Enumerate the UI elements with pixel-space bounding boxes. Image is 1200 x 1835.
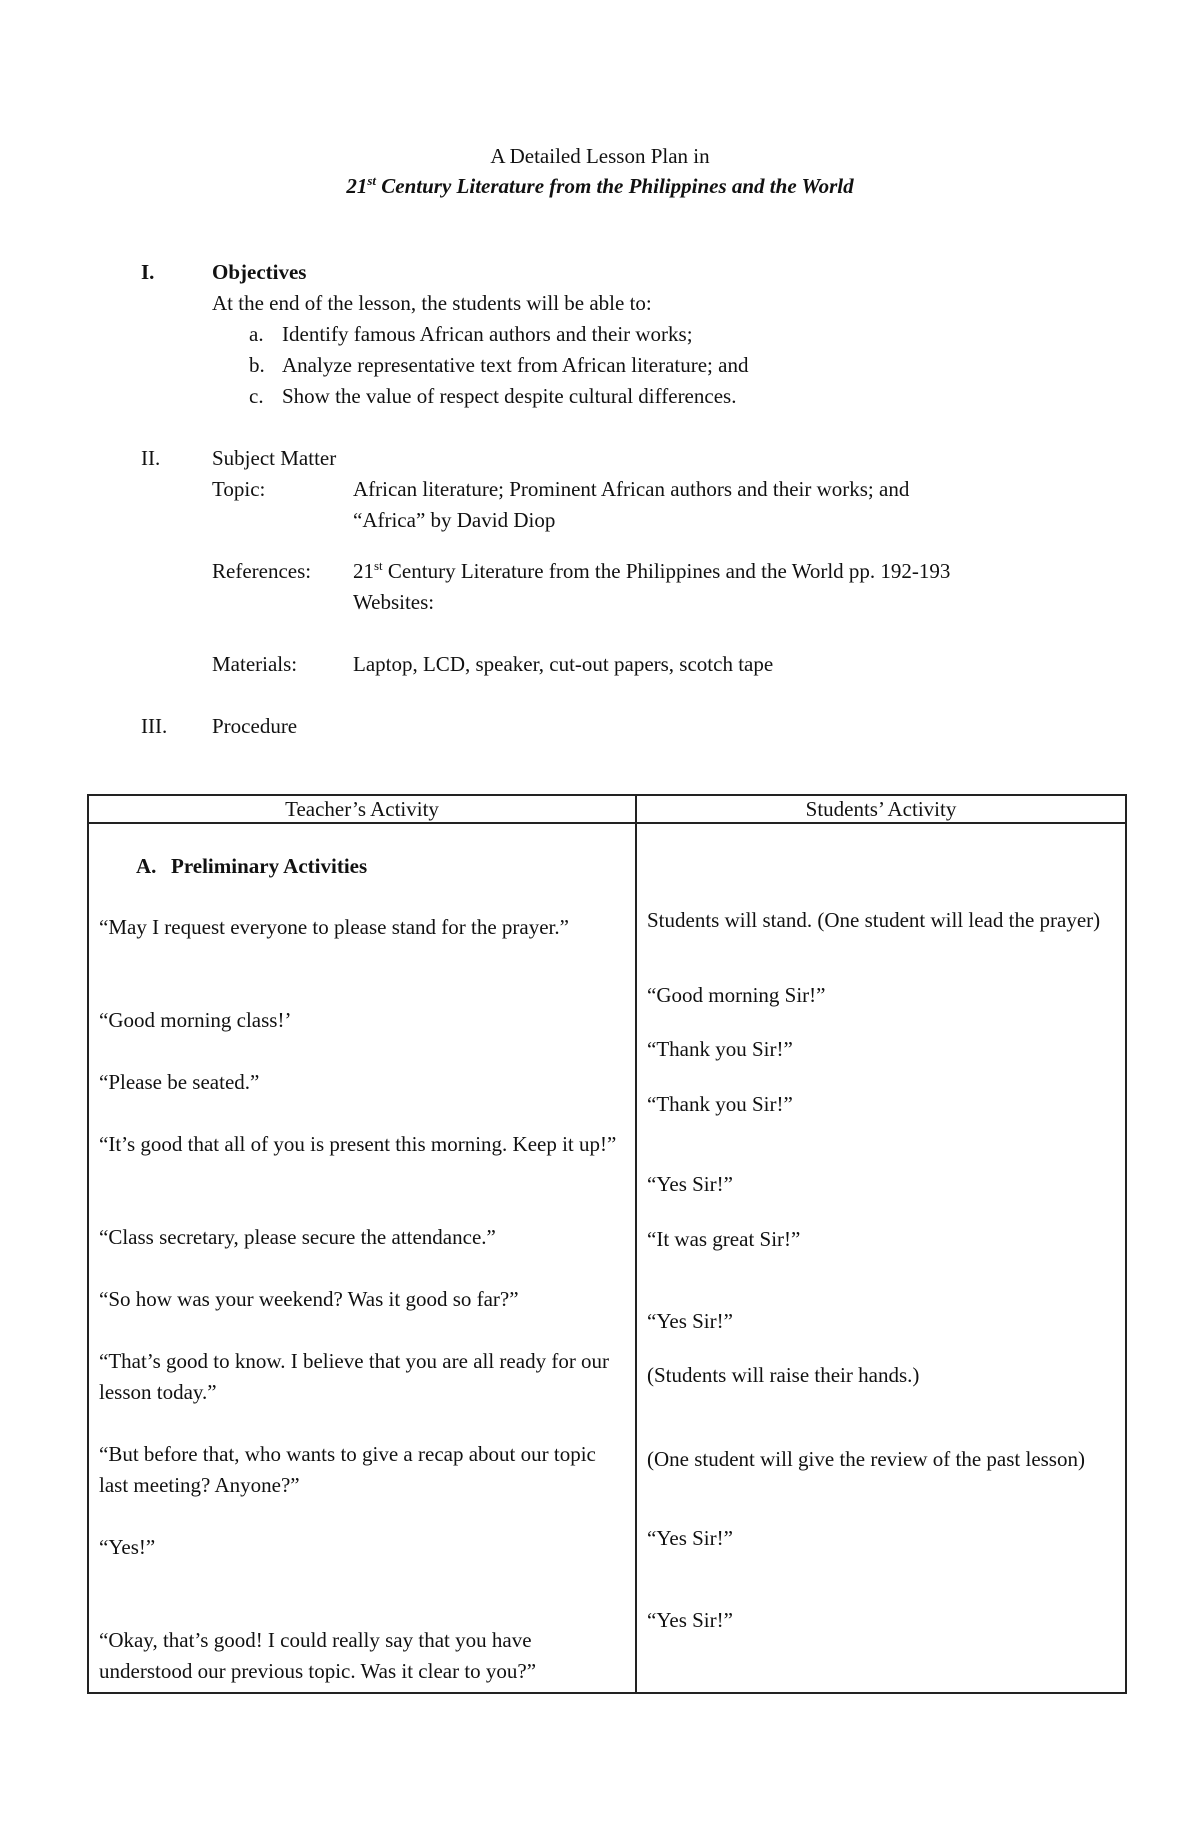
teacher-line: “But before that, who wants to give a recap about our topic last meeting? Anyone?” xyxy=(99,1442,596,1497)
student-line: Students will stand. (One student will lead the prayer) xyxy=(647,908,1101,932)
references-text: Century Literature from the Philippines and the World pp. 192-193 xyxy=(382,559,951,583)
teacher-line: “Good morning class!’ xyxy=(99,1008,292,1032)
students-activity-cell xyxy=(636,823,1126,1693)
student-line: “Good morning Sir!” xyxy=(647,983,826,1007)
procedure-table xyxy=(87,794,1127,1694)
teacher-line: “Class secretary, please secure the attendance.” xyxy=(99,1225,496,1249)
materials-label: Materials: xyxy=(212,652,298,676)
objective-item: Analyze representative text from African literature; and xyxy=(282,353,749,377)
teacher-activity-cell xyxy=(88,823,636,1693)
objective-letter: c. xyxy=(249,384,264,408)
objective-letter: a. xyxy=(249,322,264,346)
teacher-line: “That’s good to know. I believe that you are all ready for our lesson today.” xyxy=(99,1349,610,1404)
document-subtitle xyxy=(0,173,1200,199)
objectives-heading: Objectives xyxy=(212,260,307,284)
student-line: (One student will give the review of the past lesson) xyxy=(647,1447,1085,1471)
teacher-line: “So how was your weekend? Was it good so far?” xyxy=(99,1287,519,1311)
teacher-line: “Please be seated.” xyxy=(99,1070,260,1094)
students-activity-header: Students’ Activity xyxy=(636,795,1126,823)
objective-item: Identify famous African authors and their works; xyxy=(282,322,693,346)
objective-item: Show the value of respect despite cultural differences. xyxy=(282,384,737,408)
references-websites: Websites: xyxy=(353,590,435,614)
student-line: “It was great Sir!” xyxy=(647,1227,801,1251)
table-row xyxy=(88,823,1126,1693)
objective-letter: b. xyxy=(249,353,265,377)
section-title: Preliminary Activities xyxy=(171,854,368,878)
teacher-line: “It’s good that all of you is present this morning. Keep it up!” xyxy=(99,1132,617,1156)
student-line: “Yes Sir!” xyxy=(647,1309,733,1333)
subject-matter-numeral: II. xyxy=(141,446,161,470)
student-line: “Yes Sir!” xyxy=(647,1172,733,1196)
section-letter: A. xyxy=(136,854,157,878)
subtitle-superscript: st xyxy=(367,173,377,188)
teacher-line: “May I request everyone to please stand for the prayer.” xyxy=(99,915,569,939)
document-title: A Detailed Lesson Plan in xyxy=(490,144,710,168)
teacher-activity-header: Teacher’s Activity xyxy=(88,795,636,823)
student-line: “Yes Sir!” xyxy=(647,1526,733,1550)
student-line: “Yes Sir!” xyxy=(647,1608,733,1632)
materials-value: Laptop, LCD, speaker, cut-out papers, scotch tape xyxy=(353,652,774,676)
subtitle-number: 21 xyxy=(346,174,368,198)
procedure-numeral: III. xyxy=(141,714,168,738)
student-line: (Students will raise their hands.) xyxy=(647,1363,920,1387)
objectives-numeral: I. xyxy=(141,260,155,284)
subject-matter-heading: Subject Matter xyxy=(212,446,337,470)
topic-label: Topic: xyxy=(212,477,266,501)
topic-value: African literature; Prominent African authors and their works; and xyxy=(353,477,910,501)
student-line: “Thank you Sir!” xyxy=(647,1037,793,1061)
references-superscript: st xyxy=(374,558,383,573)
references-number: 21 xyxy=(353,559,374,583)
procedure-heading: Procedure xyxy=(212,714,298,738)
subtitle-text: Century Literature from the Philippines and the World xyxy=(376,174,854,198)
objectives-intro: At the end of the lesson, the students will be able to: xyxy=(212,291,652,315)
references-value xyxy=(353,558,950,584)
topic-value-line2: “Africa” by David Diop xyxy=(353,508,556,532)
table-header-row xyxy=(88,795,1126,823)
student-line: “Thank you Sir!” xyxy=(647,1092,793,1116)
teacher-line: “Okay, that’s good! I could really say that you have understood our previous topic. Was it clear to you?” xyxy=(99,1628,537,1683)
teacher-line: “Yes!” xyxy=(99,1535,156,1559)
references-label: References: xyxy=(212,559,312,583)
